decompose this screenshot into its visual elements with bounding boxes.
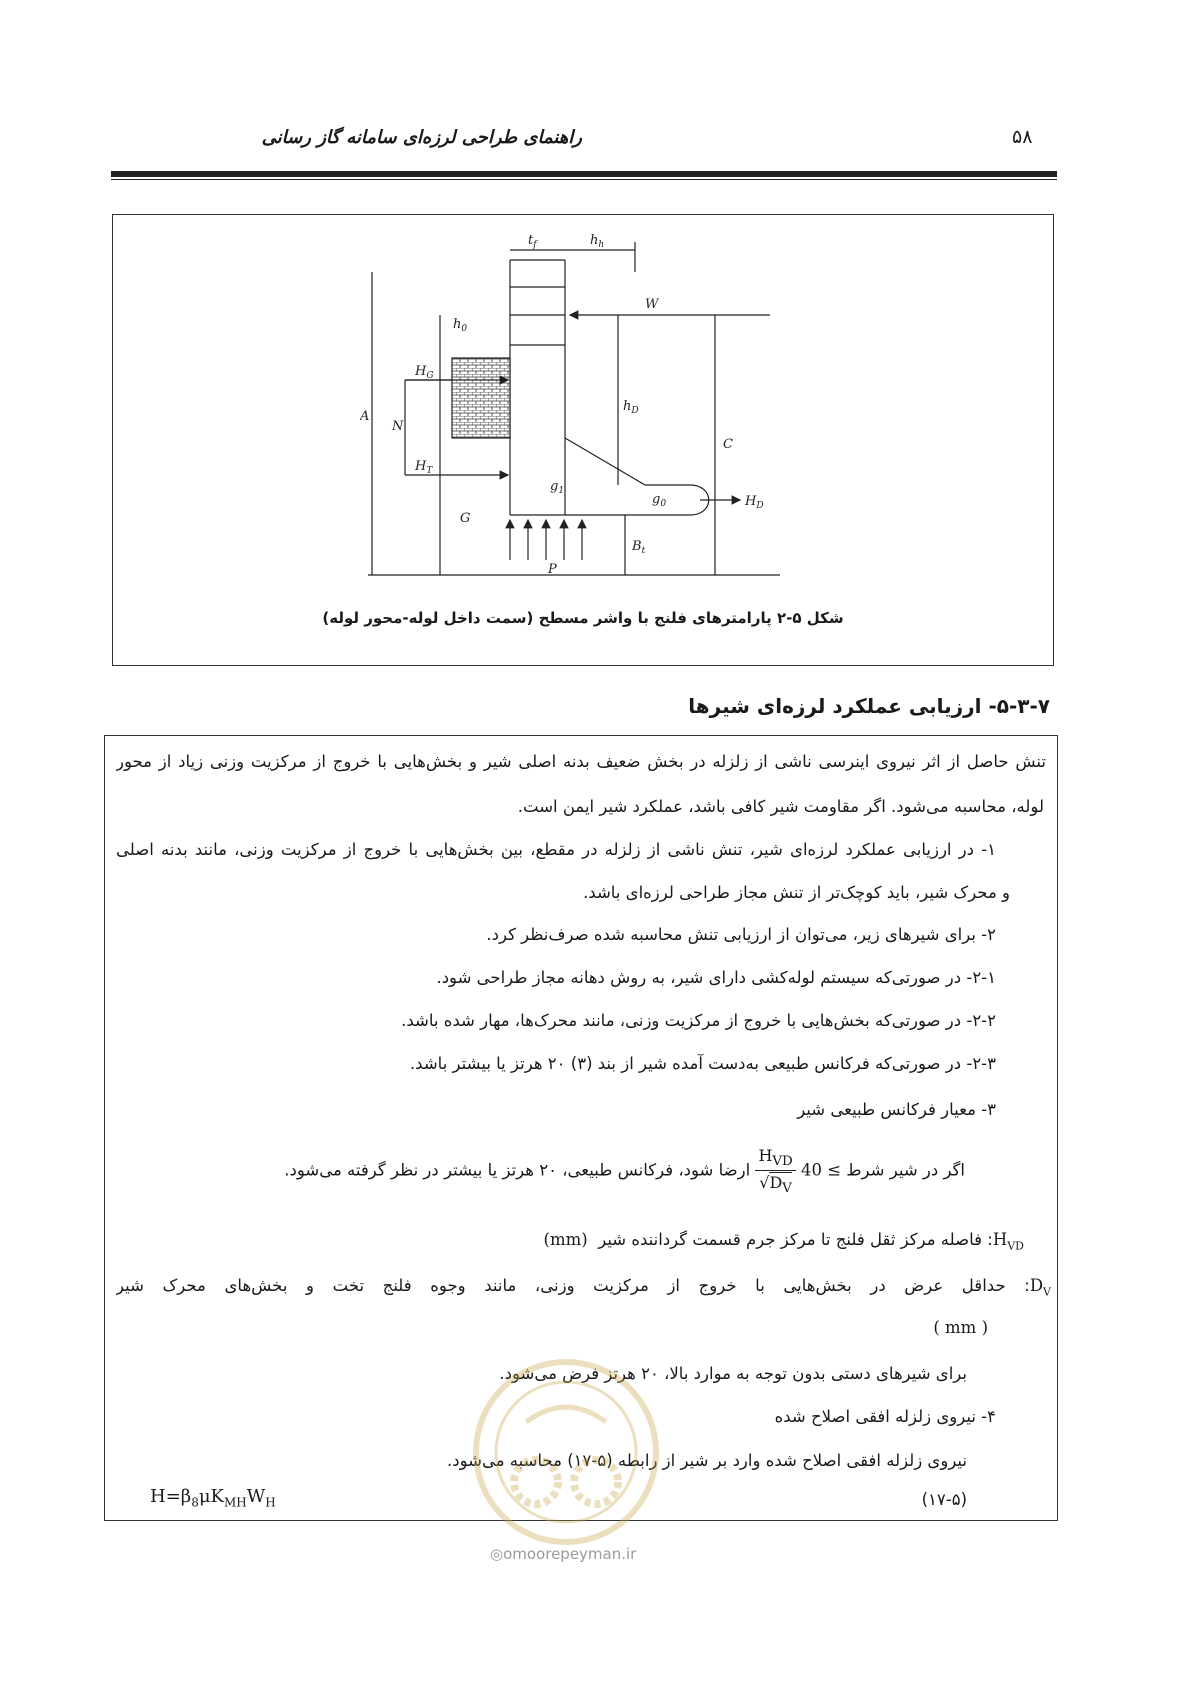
header-rule — [111, 171, 1057, 177]
flange-diagram — [360, 230, 790, 590]
figure-caption: شکل ۵-۲ پارامترهای فلنج با واشر مسطح (سمت داخل لوله-محور لوله) — [322, 609, 844, 627]
paragraph-line: تنش حاصل از اثر نیروی اینرسی ناشی از زلزله در بخش ضعیف بدنه اصلی شیر و بخش‌هایی با خروج از مرکزیت وزنی زیاد از محور — [116, 752, 1046, 771]
condition-line: اگر در شیر شرط 40 ≤ $\frac{H_{VD}}{√D_V}$ ارضا شود، فرکانس طبیعی، ۲۰ هرتز یا بیشتر در نظر گرفته می‌شود. — [284, 1146, 965, 1197]
section-heading: ۵-۳-۷- ارزیابی عملکرد لرزه‌ای شیرها — [688, 694, 1050, 718]
label-W: W — [645, 297, 659, 312]
equation-17-5: $H=\beta_8\mu K_{MH}W_H$ — [150, 1486, 276, 1510]
list-item-4-text: نیروی زلزله افقی اصلاح شده وارد بر شیر از رابطه (۵-۱۷) محاسبه می‌شود. — [447, 1451, 967, 1470]
watermark-site: ◎omoorepeyman.ir — [490, 1545, 637, 1563]
label-C: C — [723, 437, 733, 452]
label-HD: $H_D$ — [745, 494, 764, 511]
label-G: G — [460, 511, 471, 526]
dv-definition: $D_V$: حداقل عرض در بخش‌هایی با خروج از مرکزیت وزنی، مانند وجوه فلنج تخت و بخش‌های محرک شیر — [116, 1276, 1051, 1299]
list-item-4: ۴- نیروی زلزله افقی اصلاح شده — [774, 1407, 996, 1426]
label-g1: $g_1$ — [550, 479, 565, 496]
label-g0: $g_0$ — [652, 492, 667, 509]
list-item-2-1: ۲-۱- در صورتی‌که سیستم لوله‌کشی دارای شیر، به روش دهانه مجاز طراحی شود. — [436, 968, 996, 987]
label-Bt: $B_t$ — [632, 539, 646, 556]
label-h0: $h_0$ — [453, 317, 468, 334]
list-item-3: ۳- معیار فرکانس طبیعی شیر — [797, 1100, 996, 1119]
manual-valves-note: برای شیرهای دستی بدون توجه به موارد بالا، ۲۰ هرتز فرض می‌شود. — [499, 1364, 967, 1383]
header-rule-thin — [111, 179, 1057, 180]
list-item-2-3: ۲-۳- در صورتی‌که فرکانس طبیعی به‌دست آمده شیر از بند (۳) ۲۰ هرتز یا بیشتر باشد. — [409, 1054, 996, 1073]
label-HT: $H_T$ — [415, 459, 433, 476]
list-item-1: ۱- در ارزیابی عملکرد لرزه‌ای شیر، تنش ناشی از زلزله در مقطع، بین بخش‌هایی با خروج از مرکزیت وزنی، مانند بدنه اصلی — [116, 840, 996, 859]
label-hh: $h_h$ — [590, 233, 605, 250]
label-P: P — [548, 562, 557, 577]
paragraph-line: لوله، محاسبه می‌شود. اگر مقاومت شیر کافی باشد، عملکرد شیر ایمن است. — [517, 797, 1044, 816]
list-item-2-2: ۲-۲- در صورتی‌که بخش‌هایی با خروج از مرکزیت وزنی، مانند محرک‌ها، مهار شده باشد. — [401, 1011, 996, 1030]
page-number: ۵۸ — [1012, 126, 1033, 148]
dv-unit: ( mm ) — [933, 1318, 988, 1337]
label-hD: $h_D$ — [623, 399, 639, 416]
label-HG: $H_G$ — [415, 364, 434, 381]
watermark-logo — [466, 1352, 666, 1552]
label-tf: $t_f$ — [528, 233, 537, 250]
condition-value: 40 ≤ — [800, 1160, 842, 1180]
hvd-over-sqrt-dv: $\frac{H_{VD}}{√D_V}$ — [755, 1146, 795, 1196]
watermark-globe-icon: ◎ — [490, 1545, 504, 1563]
list-item-1-cont: و محرک شیر، باید کوچک‌تر از تنش مجاز طراحی لرزه‌ای باشد. — [583, 883, 1010, 902]
hvd-definition: $H_{VD}$: فاصله مرکز ثقل فلنج تا مرکز جرم قسمت گرداننده شیر (mm) — [543, 1230, 1024, 1253]
label-A: A — [360, 409, 370, 424]
label-N: N — [392, 419, 404, 434]
running-header-title: راهنمای طراحی لرزه‌ای سامانه گاز رسانی — [261, 127, 582, 148]
equation-number: (۱۷-۵) — [921, 1490, 967, 1509]
list-item-2: ۲- برای شیرهای زیر، می‌توان از ارزیابی تنش محاسبه شده صرف‌نظر کرد. — [486, 925, 996, 944]
